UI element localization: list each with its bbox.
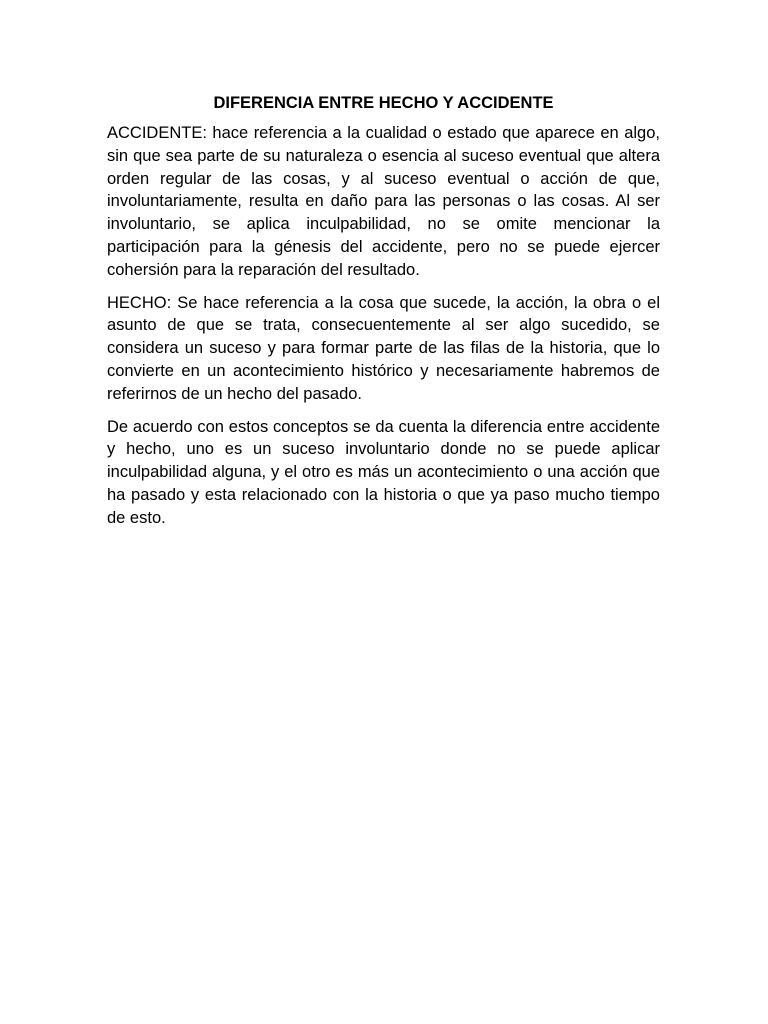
document-body	[107, 92, 660, 540]
paragraph-accidente: ACCIDENTE: hace referencia a la cualidad o estado que aparece en algo, sin que sea parte de su naturaleza o esencia al suceso eventual que altera orden regular de las cosas, y al suceso eventual o acción de que, involuntariamente, resulta en daño para las personas o las cosas. Al ser involuntario, se aplica inculpabilidad, no se omite mencionar la participación para la génesis del accidente, pero no se puede ejercer cohersión para la reparación del resultado.	[107, 124, 660, 279]
paragraph-hecho: HECHO: Se hace referencia a la cosa que sucede, la acción, la obra o el asunto de que se trata, consecuentemente al ser algo sucedido, se considera un suceso y para formar parte de las filas de la historia, que lo convierte en un acontecimiento histórico y necesariamente habremos de referirnos de un hecho del pasado.	[107, 293, 660, 403]
paragraph-conclusion: De acuerdo con estos conceptos se da cuenta la diferencia entre accidente y hecho, uno es un suceso involuntario donde no se puede aplicar inculpabilidad alguna, y el otro es más un acontecimiento o una acción que ha pasado y esta relacionado con la historia o que ya paso mucho tiempo de esto.	[107, 417, 660, 527]
document-title: DIFERENCIA ENTRE HECHO Y ACCIDENTE	[213, 94, 554, 112]
